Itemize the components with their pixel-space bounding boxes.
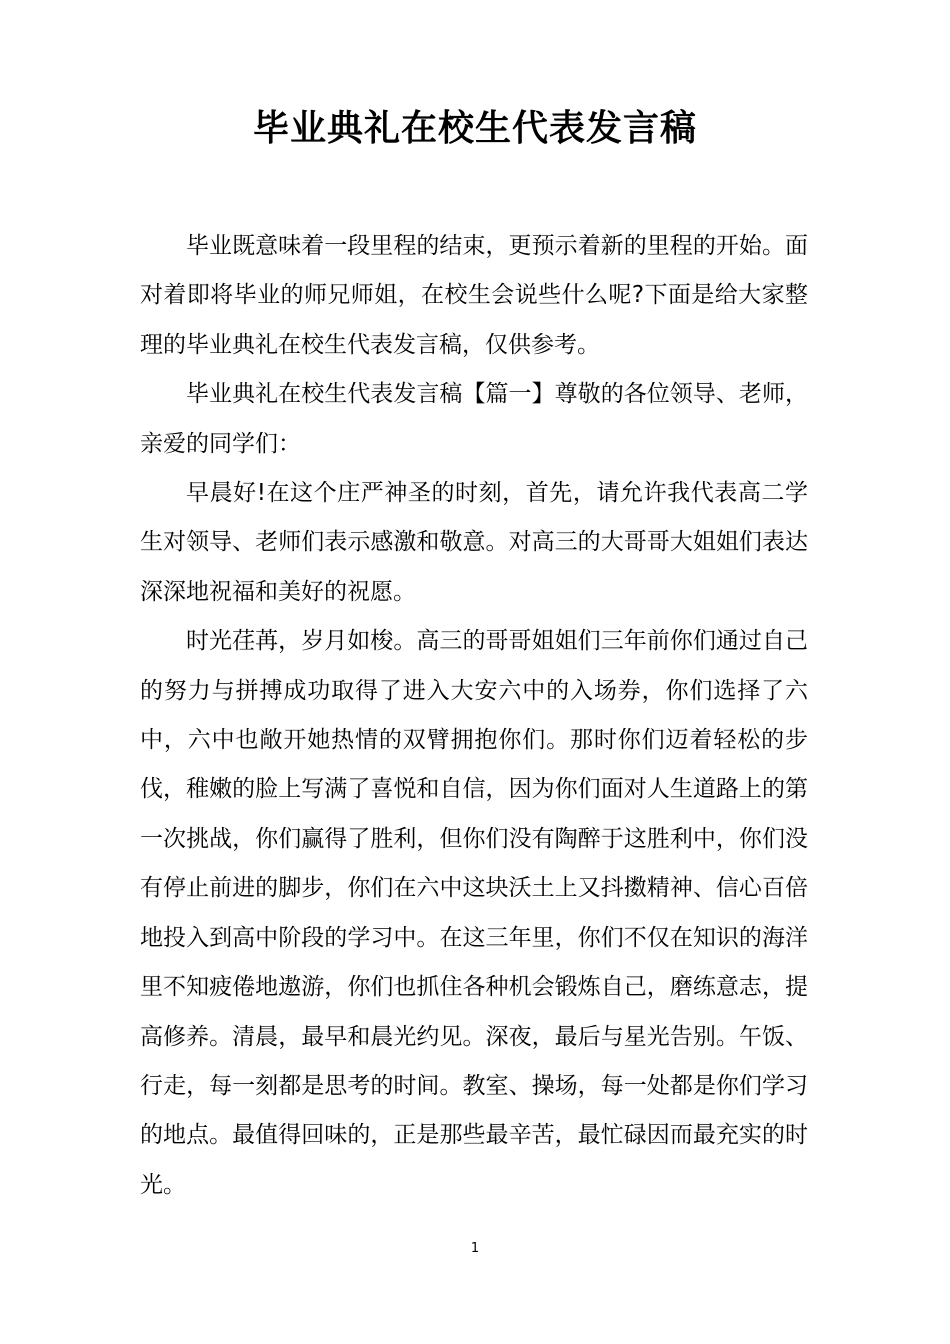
paragraph-greeting: 早晨好!在这个庄严神圣的时刻，首先，请允许我代表高二学生对领导、老师们表示感激和敬意。对高三的大哥哥大姐姐们表达深深地祝福和美好的祝愿。 [140,480,808,605]
document-title: 毕业典礼在校生代表发言稿 [252,108,697,149]
paragraph-intro: 毕业既意味着一段里程的结束，更预示着新的里程的开始。面对着即将毕业的师兄师姐，在校生会说些什么呢?下面是给大家整理的毕业典礼在校生代表发言稿，仅供参考。 [140,233,808,358]
paragraph-main: 时光荏苒，岁月如梭。高三的哥哥姐姐们三年前你们通过自己的努力与拼搏成功取得了进入大安六中的入场券，你们选择了六中，六中也敞开她热情的双臂拥抱你们。那时你们迈着轻松的步伐，稚嫩的脸上写满了喜悦和自信，因为你们面对人生道路上的第一次挑战，你们赢得了胜利，但你们没有陶醉于这胜利中，你们没有停止前进的脚步，你们在六中这块沃土上又抖擞精神、信心百倍地投入到高中阶段的学习中。在这三年里，你们不仅在知识的海洋里不知疲倦地遨游，你们也抓住各种机会锻炼自己，磨练意志，提高修养。清晨，最早和晨光约见。深夜，最后与星光告别。午饭、行走，每一刻都是思考的时间。教室、操场，每一处都是你们学习的地点。最值得回味的，正是那些最辛苦，最忙碌因而最充实的时光。 [140,628,808,1198]
document-body [140,222,808,1210]
paragraph-salutation: 毕业典礼在校生代表发言稿【篇一】尊敬的各位领导、老师，亲爱的同学们： [140,381,808,457]
page-number: 1 [470,1241,480,1256]
